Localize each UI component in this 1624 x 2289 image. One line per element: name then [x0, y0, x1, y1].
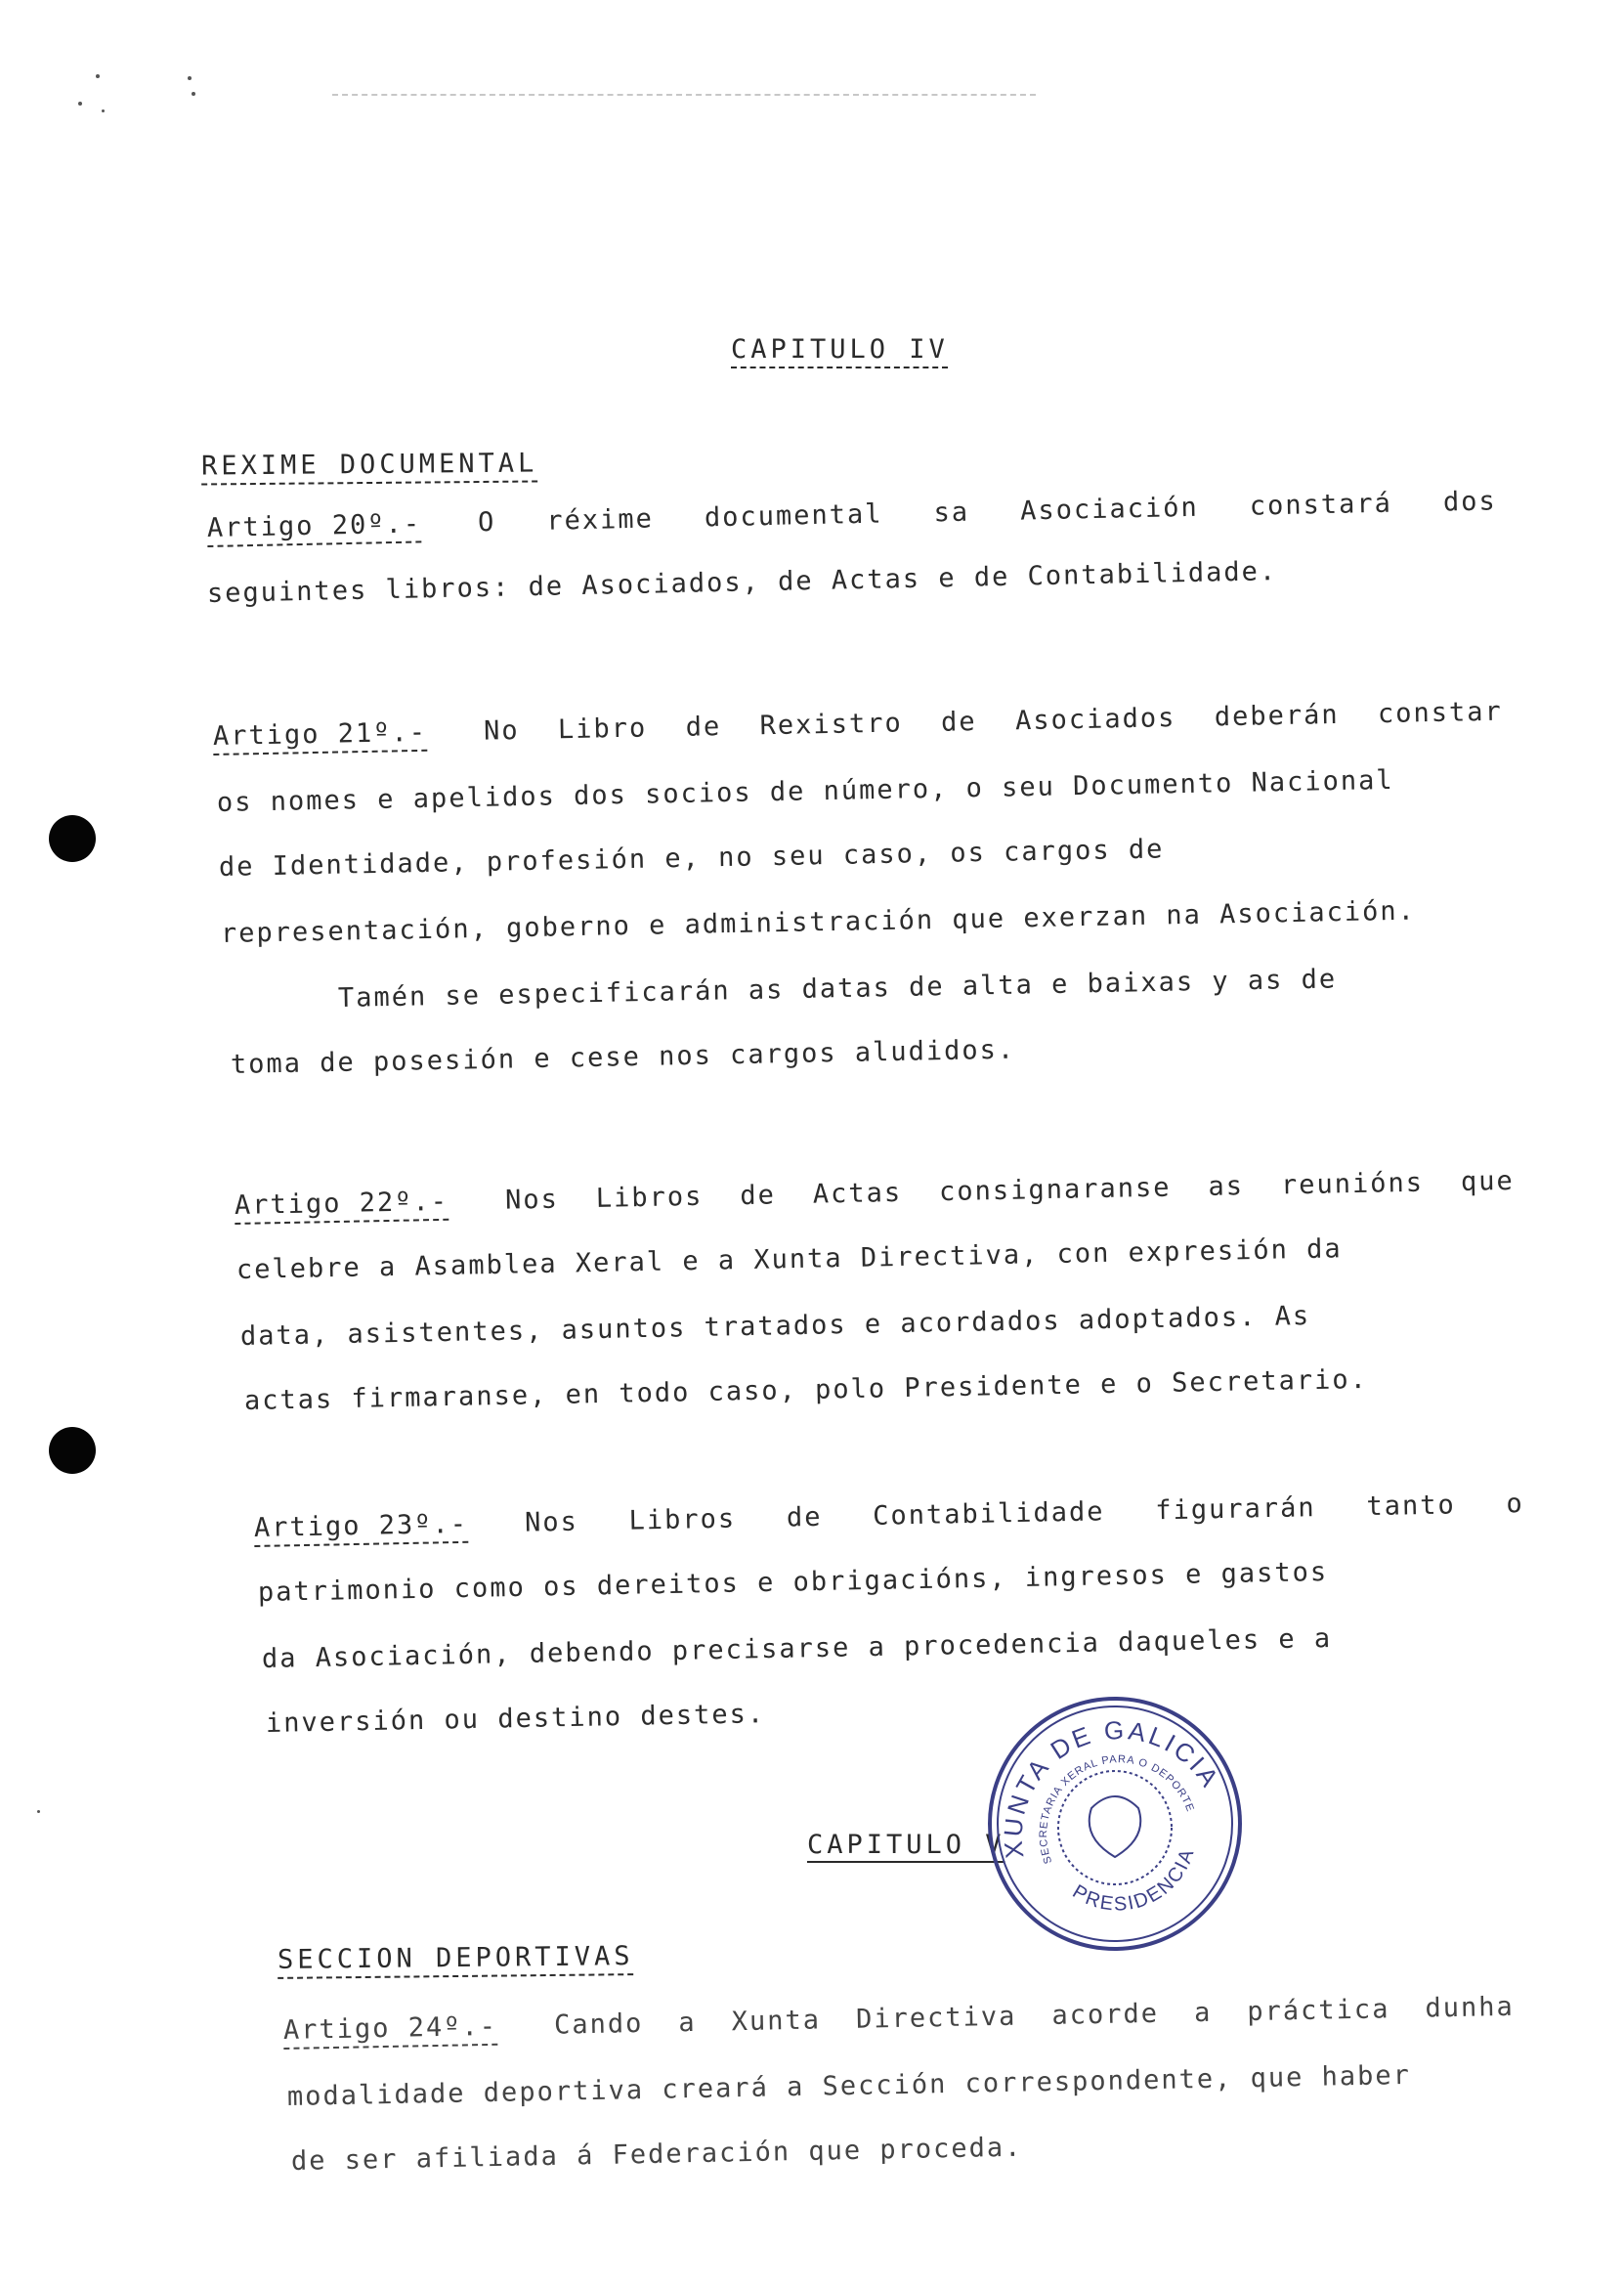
punch-hole	[49, 815, 96, 862]
section-heading: SECCION DEPORTIVAS	[277, 1941, 634, 1975]
chapter-heading: CAPITULO V	[807, 1830, 1005, 1860]
article-21-line-3: de Identidade, profesión e, no seu caso, os cargos de	[218, 834, 1165, 883]
article-21-line-2: os nomes e apelidos dos socios de número, o seu Documento Nacional	[216, 764, 1394, 818]
scan-speck	[102, 109, 105, 112]
article-22-line-3: data, asistentes, asuntos tratados e acordados adoptados. As	[239, 1300, 1311, 1352]
article-23-line-3: da Asociación, debendo precisarse a procedencia daqueles e a	[261, 1622, 1333, 1674]
article-label: Artigo 22º.-	[234, 1186, 449, 1221]
article-label: Artigo 20º.-	[206, 508, 422, 543]
chapter-heading: CAPITULO IV	[731, 334, 949, 365]
article-21-line-1	[213, 697, 1503, 752]
article-text: No Libro de Rexistro de Asociados deberán constar	[483, 696, 1504, 747]
article-21-line-6: toma de posesión e cese nos cargos aludidos.	[230, 1034, 1016, 1080]
svg-text:XUNTA DE GALICIA: XUNTA DE GALICIA	[998, 1714, 1226, 1860]
article-23-line-2: patrimonio como os dereitos e obrigacións, ingresos e gastos	[257, 1556, 1329, 1608]
scan-speck	[96, 74, 100, 78]
article-21-line-4: representación, goberno e administración que exerzan na Asociación.	[220, 895, 1417, 949]
article-label: Artigo 24º.-	[282, 2010, 498, 2046]
article-label: Artigo 21º.-	[212, 716, 428, 752]
article-22-line-2: celebre a Asamblea Xeral e a Xunta Directiva, con expresión da	[235, 1233, 1343, 1285]
article-23-line-1	[254, 1489, 1524, 1543]
article-24-line-3: de ser afiliada á Federación que proceda.	[290, 2132, 1023, 2177]
article-21-line-5: Tamén se especificarán as datas de alta e baixas y as de	[337, 964, 1338, 1014]
article-20-line-1	[207, 486, 1497, 543]
article-20-line-2: seguintes libros: de Asociados, de Actas e de Contabilidade.	[206, 556, 1278, 609]
article-22-line-1	[235, 1166, 1515, 1221]
article-text: O réxime documental sa Asociación constará dos	[477, 486, 1498, 539]
section-heading: REXIME DOCUMENTAL	[200, 448, 538, 482]
svg-text:SECRETARIA XERAL PARA O DEPORT: SECRETARIA XERAL PARA O DEPORTE	[1038, 1753, 1197, 1866]
article-22-line-4: actas firmaranse, en todo caso, polo Presidente e o Secretario.	[243, 1363, 1369, 1416]
punch-hole	[49, 1427, 96, 1474]
article-23-line-4: inversión ou destino destes.	[265, 1699, 766, 1739]
scan-speck	[37, 1810, 40, 1813]
scan-artifact-line	[332, 94, 1036, 96]
scan-speck	[78, 102, 82, 106]
article-text: Nos Libros de Contabilidade figurarán tanto o	[524, 1489, 1525, 1538]
article-text: Cando a Xunta Directiva acorde a práctica dunha	[553, 1991, 1516, 2041]
article-24-line-1	[283, 1992, 1515, 2046]
scan-speck	[188, 76, 192, 80]
article-24-line-2: modalidade deportiva creará a Sección correspondente, que haber	[286, 2059, 1412, 2112]
article-label: Artigo 23º.-	[253, 1508, 469, 1543]
svg-text:PRESIDENCIA: PRESIDENCIA	[1068, 1844, 1199, 1916]
scan-speck	[192, 92, 195, 96]
official-stamp-seal	[982, 1691, 1248, 1957]
article-text: Nos Libros de Actas consignaranse as reunións que	[504, 1165, 1516, 1216]
